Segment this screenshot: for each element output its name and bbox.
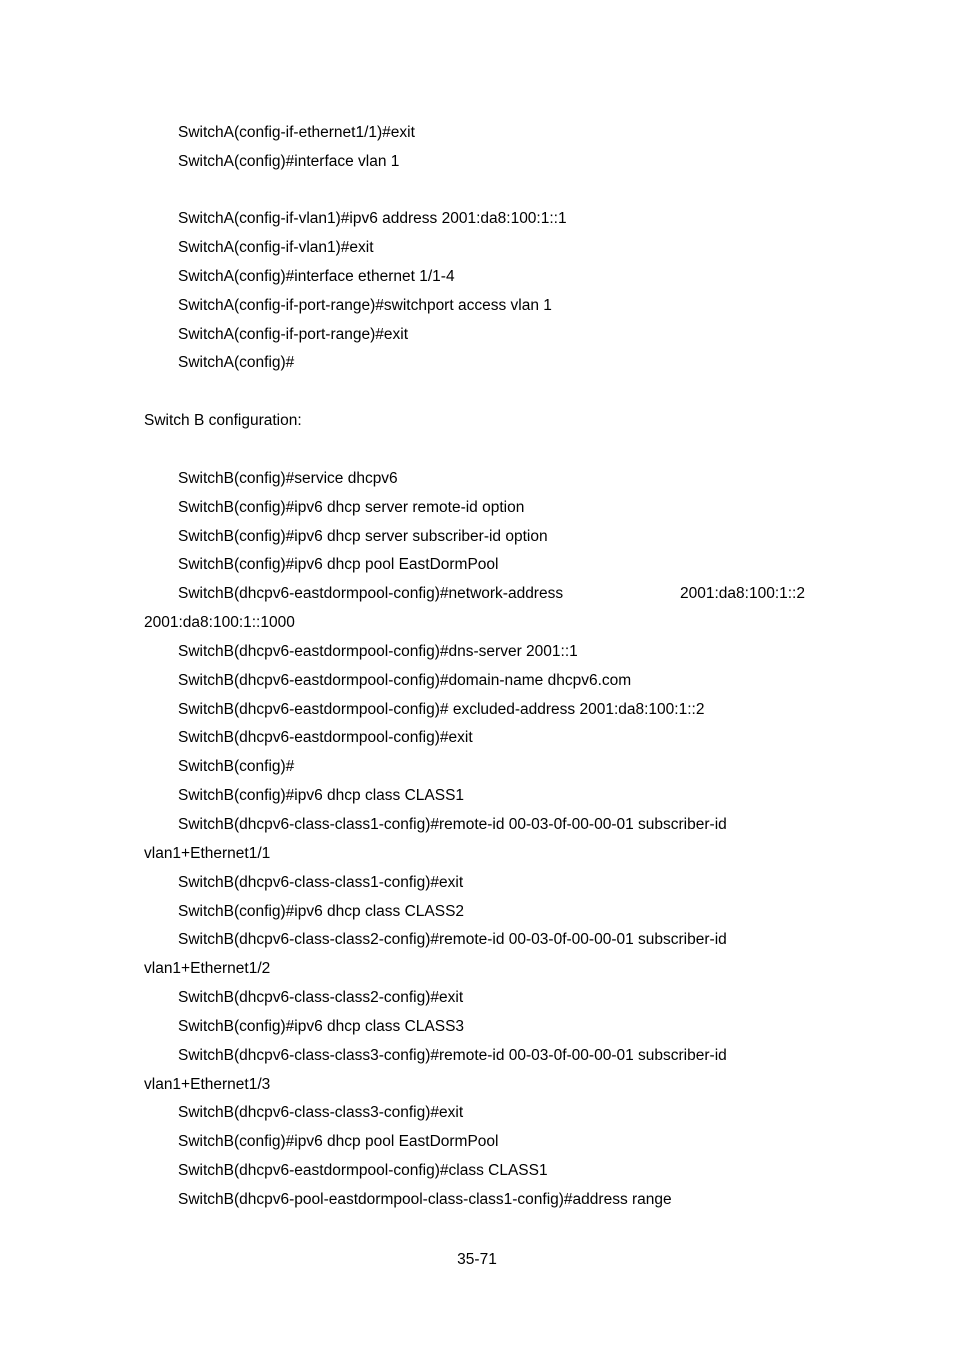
config-line: SwitchB(dhcpv6-class-class3-config)#remote-id 00-03-0f-00-00-01 subscriber-id: [178, 1047, 727, 1064]
config-line-wrap: vlan1+Ethernet1/1: [144, 845, 271, 862]
config-line: SwitchA(config)#: [178, 354, 295, 371]
config-line: SwitchB(dhcpv6-class-class2-config)#exit: [178, 989, 464, 1006]
config-line: SwitchB(config)#: [178, 758, 295, 775]
config-line: SwitchB(dhcpv6-class-class1-config)#remote-id 00-03-0f-00-00-01 subscriber-id: [178, 816, 727, 833]
config-line: SwitchB(config)#ipv6 dhcp class CLASS2: [178, 903, 465, 920]
config-line: SwitchB(dhcpv6-class-class1-config)#exit: [178, 874, 464, 891]
config-line: SwitchB(config)#ipv6 dhcp server remote-id option: [178, 499, 525, 516]
config-line: SwitchA(config-if-port-range)#switchport access vlan 1: [178, 297, 552, 314]
config-line: SwitchB(dhcpv6-class-class3-config)#exit: [178, 1104, 464, 1121]
config-line: SwitchB(dhcpv6-eastdormpool-config)#class CLASS1: [178, 1162, 548, 1179]
config-line: SwitchB(config)#service dhcpv6: [178, 470, 398, 487]
config-line: SwitchB(config)#ipv6 dhcp class CLASS3: [178, 1018, 465, 1035]
section-heading: Switch B configuration:: [144, 412, 302, 429]
config-line-continuation: 2001:da8:100:1::2: [680, 585, 805, 602]
config-line-wrap: vlan1+Ethernet1/2: [144, 960, 271, 977]
config-line-wrap: vlan1+Ethernet1/3: [144, 1076, 271, 1093]
config-line: SwitchA(config-if-ethernet1/1)#exit: [178, 124, 415, 141]
config-line: SwitchB(dhcpv6-eastdormpool-config)#dns-server 2001::1: [178, 643, 578, 660]
config-line: SwitchA(config)#interface ethernet 1/1-4: [178, 268, 455, 285]
config-line: SwitchB(dhcpv6-pool-eastdormpool-class-class1-config)#address range: [178, 1191, 672, 1208]
config-line-wrap: 2001:da8:100:1::1000: [144, 614, 295, 631]
config-line: SwitchB(config)#ipv6 dhcp class CLASS1: [178, 787, 465, 804]
config-line: SwitchB(config)#ipv6 dhcp server subscriber-id option: [178, 528, 548, 545]
config-line: SwitchB(config)#ipv6 dhcp pool EastDormPool: [178, 556, 499, 573]
page-number: 35-71: [457, 1251, 497, 1268]
config-line: SwitchA(config-if-port-range)#exit: [178, 326, 409, 343]
config-line: SwitchB(dhcpv6-eastdormpool-config)# excluded-address 2001:da8:100:1::2: [178, 701, 705, 718]
config-line: SwitchB(dhcpv6-eastdormpool-config)#network-address: [178, 585, 564, 602]
config-line: SwitchB(dhcpv6-eastdormpool-config)#domain-name dhcpv6.com: [178, 672, 632, 689]
config-line: SwitchA(config)#interface vlan 1: [178, 153, 400, 170]
config-line: SwitchB(dhcpv6-class-class2-config)#remote-id 00-03-0f-00-00-01 subscriber-id: [178, 931, 727, 948]
config-line: SwitchB(dhcpv6-eastdormpool-config)#exit: [178, 729, 473, 746]
config-line: SwitchA(config-if-vlan1)#ipv6 address 2001:da8:100:1::1: [178, 210, 567, 227]
config-line: SwitchB(config)#ipv6 dhcp pool EastDormPool: [178, 1133, 499, 1150]
config-line: SwitchA(config-if-vlan1)#exit: [178, 239, 374, 256]
